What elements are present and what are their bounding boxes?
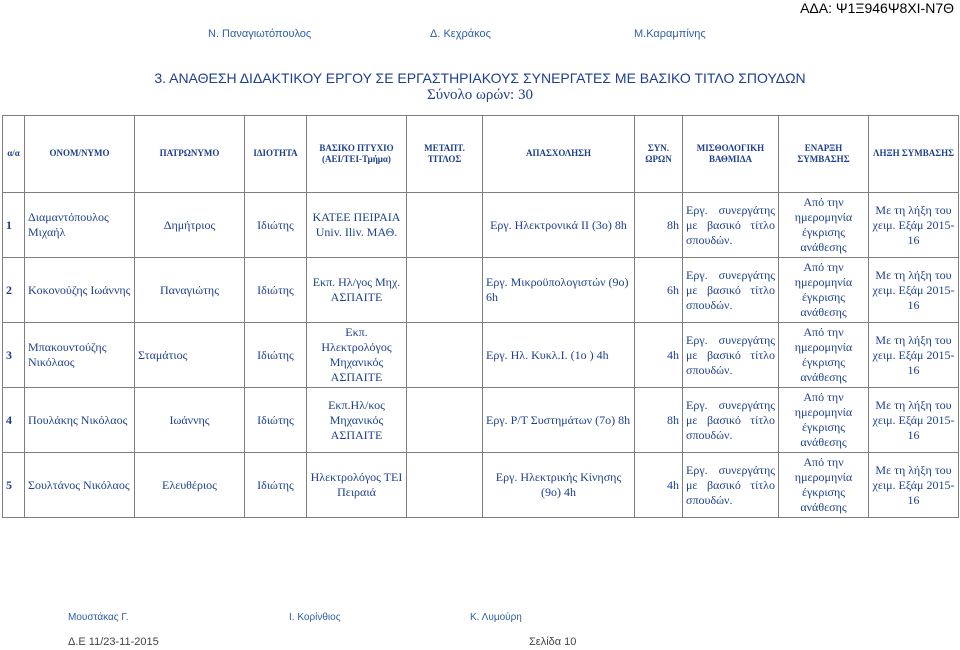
- cell-status: Ιδιώτης: [245, 453, 307, 518]
- cell-degree: Εκπ. Ηλεκτρολόγος Μηχανικός ΑΣΠΑΙΤΕ: [307, 323, 407, 388]
- cell-hours: 8h: [635, 193, 683, 258]
- header-signer-3: Μ.Καραμπίνης: [634, 28, 706, 40]
- cell-father: Ελευθέριος: [135, 453, 245, 518]
- cell-father: Παναγιώτης: [135, 258, 245, 323]
- cell-status: Ιδιώτης: [245, 193, 307, 258]
- cell-name: Πουλάκης Νικόλαος: [25, 388, 135, 453]
- col-header-aa: α/α: [3, 116, 25, 193]
- cell-hours: 4h: [635, 323, 683, 388]
- cell-work: Εργ. Μικροϋπολογιστών (9ο) 6h: [483, 258, 635, 323]
- cell-degree: Ηλεκτρολόγος ΤΕΙ Πειραιά: [307, 453, 407, 518]
- cell-grade: Εργ. συνεργάτης με βασικό τίτλο σπουδών.: [683, 258, 779, 323]
- cell-status: Ιδιώτης: [245, 323, 307, 388]
- footer-signer-2: Ι. Κορίνθιος: [289, 612, 341, 623]
- col-header-postgrad: ΜΕΤΑΠΤ. ΤΙΤΛΟΣ: [407, 116, 483, 193]
- decision-reference: Δ.Ε 11/23-11-2015: [68, 636, 159, 648]
- page-number: Σελίδα 10: [529, 636, 577, 648]
- footer-signers: [0, 612, 960, 626]
- footer-meta: [0, 636, 960, 650]
- cell-work: Εργ. Ηλ. Κυκλ.Ι. (1ο ) 4h: [483, 323, 635, 388]
- cell-end: Με τη λήξη του χειμ. Εξάμ 2015-16: [869, 453, 959, 518]
- cell-work: Εργ. Ηλεκτρονικά ΙΙ (3ο) 8h: [483, 193, 635, 258]
- cell-work: Εργ. Ηλεκτρικής Κίνησης (9ο) 4h: [483, 453, 635, 518]
- cell-degree: ΚΑΤΕΕ ΠΕΙΡΑΙΑ Univ. Iliv. ΜΑΘ.: [307, 193, 407, 258]
- cell-end: Με τη λήξη του χειμ. Εξάμ 2015-16: [869, 193, 959, 258]
- col-header-status: ΙΔΙΟΤΗΤΑ: [245, 116, 307, 193]
- col-header-hours: ΣΥΝ. ΩΡΩΝ: [635, 116, 683, 193]
- cell-father: Ιωάννης: [135, 388, 245, 453]
- cell-grade: Εργ. συνεργάτης με βασικό τίτλο σπουδών.: [683, 323, 779, 388]
- cell-postgrad: [407, 193, 483, 258]
- cell-aa: 2: [3, 258, 25, 323]
- section-subtitle: Σύνολο ωρών: 30: [427, 87, 533, 103]
- cell-start: Από την ημερομηνία έγκρισης ανάθεσης: [779, 453, 869, 518]
- col-header-father: ΠΑΤΡΩΝΥΜΟ: [135, 116, 245, 193]
- col-header-work: ΑΠΑΣΧΟΛΗΣΗ: [483, 116, 635, 193]
- cell-status: Ιδιώτης: [245, 388, 307, 453]
- cell-postgrad: [407, 323, 483, 388]
- cell-postgrad: [407, 388, 483, 453]
- cell-degree: Εκπ. Ηλ/γος Μηχ. ΑΣΠΑΙΤΕ: [307, 258, 407, 323]
- cell-grade: Εργ. συνεργάτης με βασικό τίτλο σπουδών.: [683, 388, 779, 453]
- cell-name: Σουλτάνος Νικόλαος: [25, 453, 135, 518]
- cell-status: Ιδιώτης: [245, 258, 307, 323]
- ada-code: ΑΔΑ: Ψ1Ξ946Ψ8ΧΙ-Ν7Θ: [800, 0, 954, 16]
- cell-aa: 1: [3, 193, 25, 258]
- cell-father: Δημήτριος: [135, 193, 245, 258]
- col-header-start: ΕΝΑΡΞΗ ΣΥΜΒΑΣΗΣ: [779, 116, 869, 193]
- cell-grade: Εργ. συνεργάτης με βασικό τίτλο σπουδών.: [683, 453, 779, 518]
- table-header-row: [3, 116, 959, 193]
- assignments-table: [2, 115, 959, 518]
- cell-degree: Εκπ.Ηλ/κος Μηχανικός ΑΣΠΑΙΤΕ: [307, 388, 407, 453]
- cell-grade: Εργ. συνεργάτης με βασικό τίτλο σπουδών.: [683, 193, 779, 258]
- cell-aa: 3: [3, 323, 25, 388]
- cell-work: Εργ. Ρ/Τ Συστημάτων (7ο) 8h: [483, 388, 635, 453]
- cell-end: Με τη λήξη του χειμ. Εξάμ 2015-16: [869, 388, 959, 453]
- header-signers: [0, 28, 960, 44]
- cell-postgrad: [407, 258, 483, 323]
- cell-start: Από την ημερομηνία έγκρισης ανάθεσης: [779, 258, 869, 323]
- cell-end: Με τη λήξη του χειμ. Εξάμ 2015-16: [869, 323, 959, 388]
- cell-hours: 4h: [635, 453, 683, 518]
- table-row: [3, 388, 959, 453]
- table-row: [3, 323, 959, 388]
- col-header-name: ΟΝΟΜ/ΝΥΜΟ: [25, 116, 135, 193]
- cell-father: Σταμάτιος: [135, 323, 245, 388]
- cell-name: Διαμαντόπουλος Μιχαήλ: [25, 193, 135, 258]
- header-signer-2: Δ. Κεχράκος: [430, 28, 491, 40]
- cell-hours: 6h: [635, 258, 683, 323]
- cell-start: Από την ημερομηνία έγκρισης ανάθεσης: [779, 323, 869, 388]
- cell-postgrad: [407, 453, 483, 518]
- table-row: [3, 258, 959, 323]
- col-header-grade: ΜΙΣΘΟΛΟΓΙΚΗ ΒΑΘΜΙΔΑ: [683, 116, 779, 193]
- cell-end: Με τη λήξη του χειμ. Εξάμ 2015-16: [869, 258, 959, 323]
- cell-start: Από την ημερομηνία έγκρισης ανάθεσης: [779, 193, 869, 258]
- col-header-end: ΛΗΞΗ ΣΥΜΒΑΣΗΣ: [869, 116, 959, 193]
- cell-name: Κοκονούζης Ιωάννης: [25, 258, 135, 323]
- footer-signer-3: Κ. Λυμούρη: [470, 612, 522, 623]
- cell-name: Μπακουντούζης Νικόλαος: [25, 323, 135, 388]
- cell-hours: 8h: [635, 388, 683, 453]
- table-row: [3, 193, 959, 258]
- col-header-degree: ΒΑΣΙΚΟ ΠΤΥΧΙΟ (ΑΕΙ/ΤΕΙ-Τμήμα): [307, 116, 407, 193]
- cell-aa: 5: [3, 453, 25, 518]
- section-title: 3. ΑΝΑΘΕΣΗ ΔΙΔΑΚΤΙΚΟΥ ΕΡΓΟΥ ΣΕ ΕΡΓΑΣΤΗΡΙΑΚΟΥΣ ΣΥΝΕΡΓΑΤΕΣ ΜΕ ΒΑΣΙΚΟ ΤΙΤΛΟ ΣΠΟΥΔΩΝ: [154, 70, 806, 86]
- table-row: [3, 453, 959, 518]
- header-signer-1: Ν. Παναγιωτόπουλος: [208, 28, 312, 40]
- cell-start: Από την ημερομηνία έγκρισης ανάθεσης: [779, 388, 869, 453]
- footer-signer-1: Μουστάκας Γ.: [68, 612, 129, 623]
- cell-aa: 4: [3, 388, 25, 453]
